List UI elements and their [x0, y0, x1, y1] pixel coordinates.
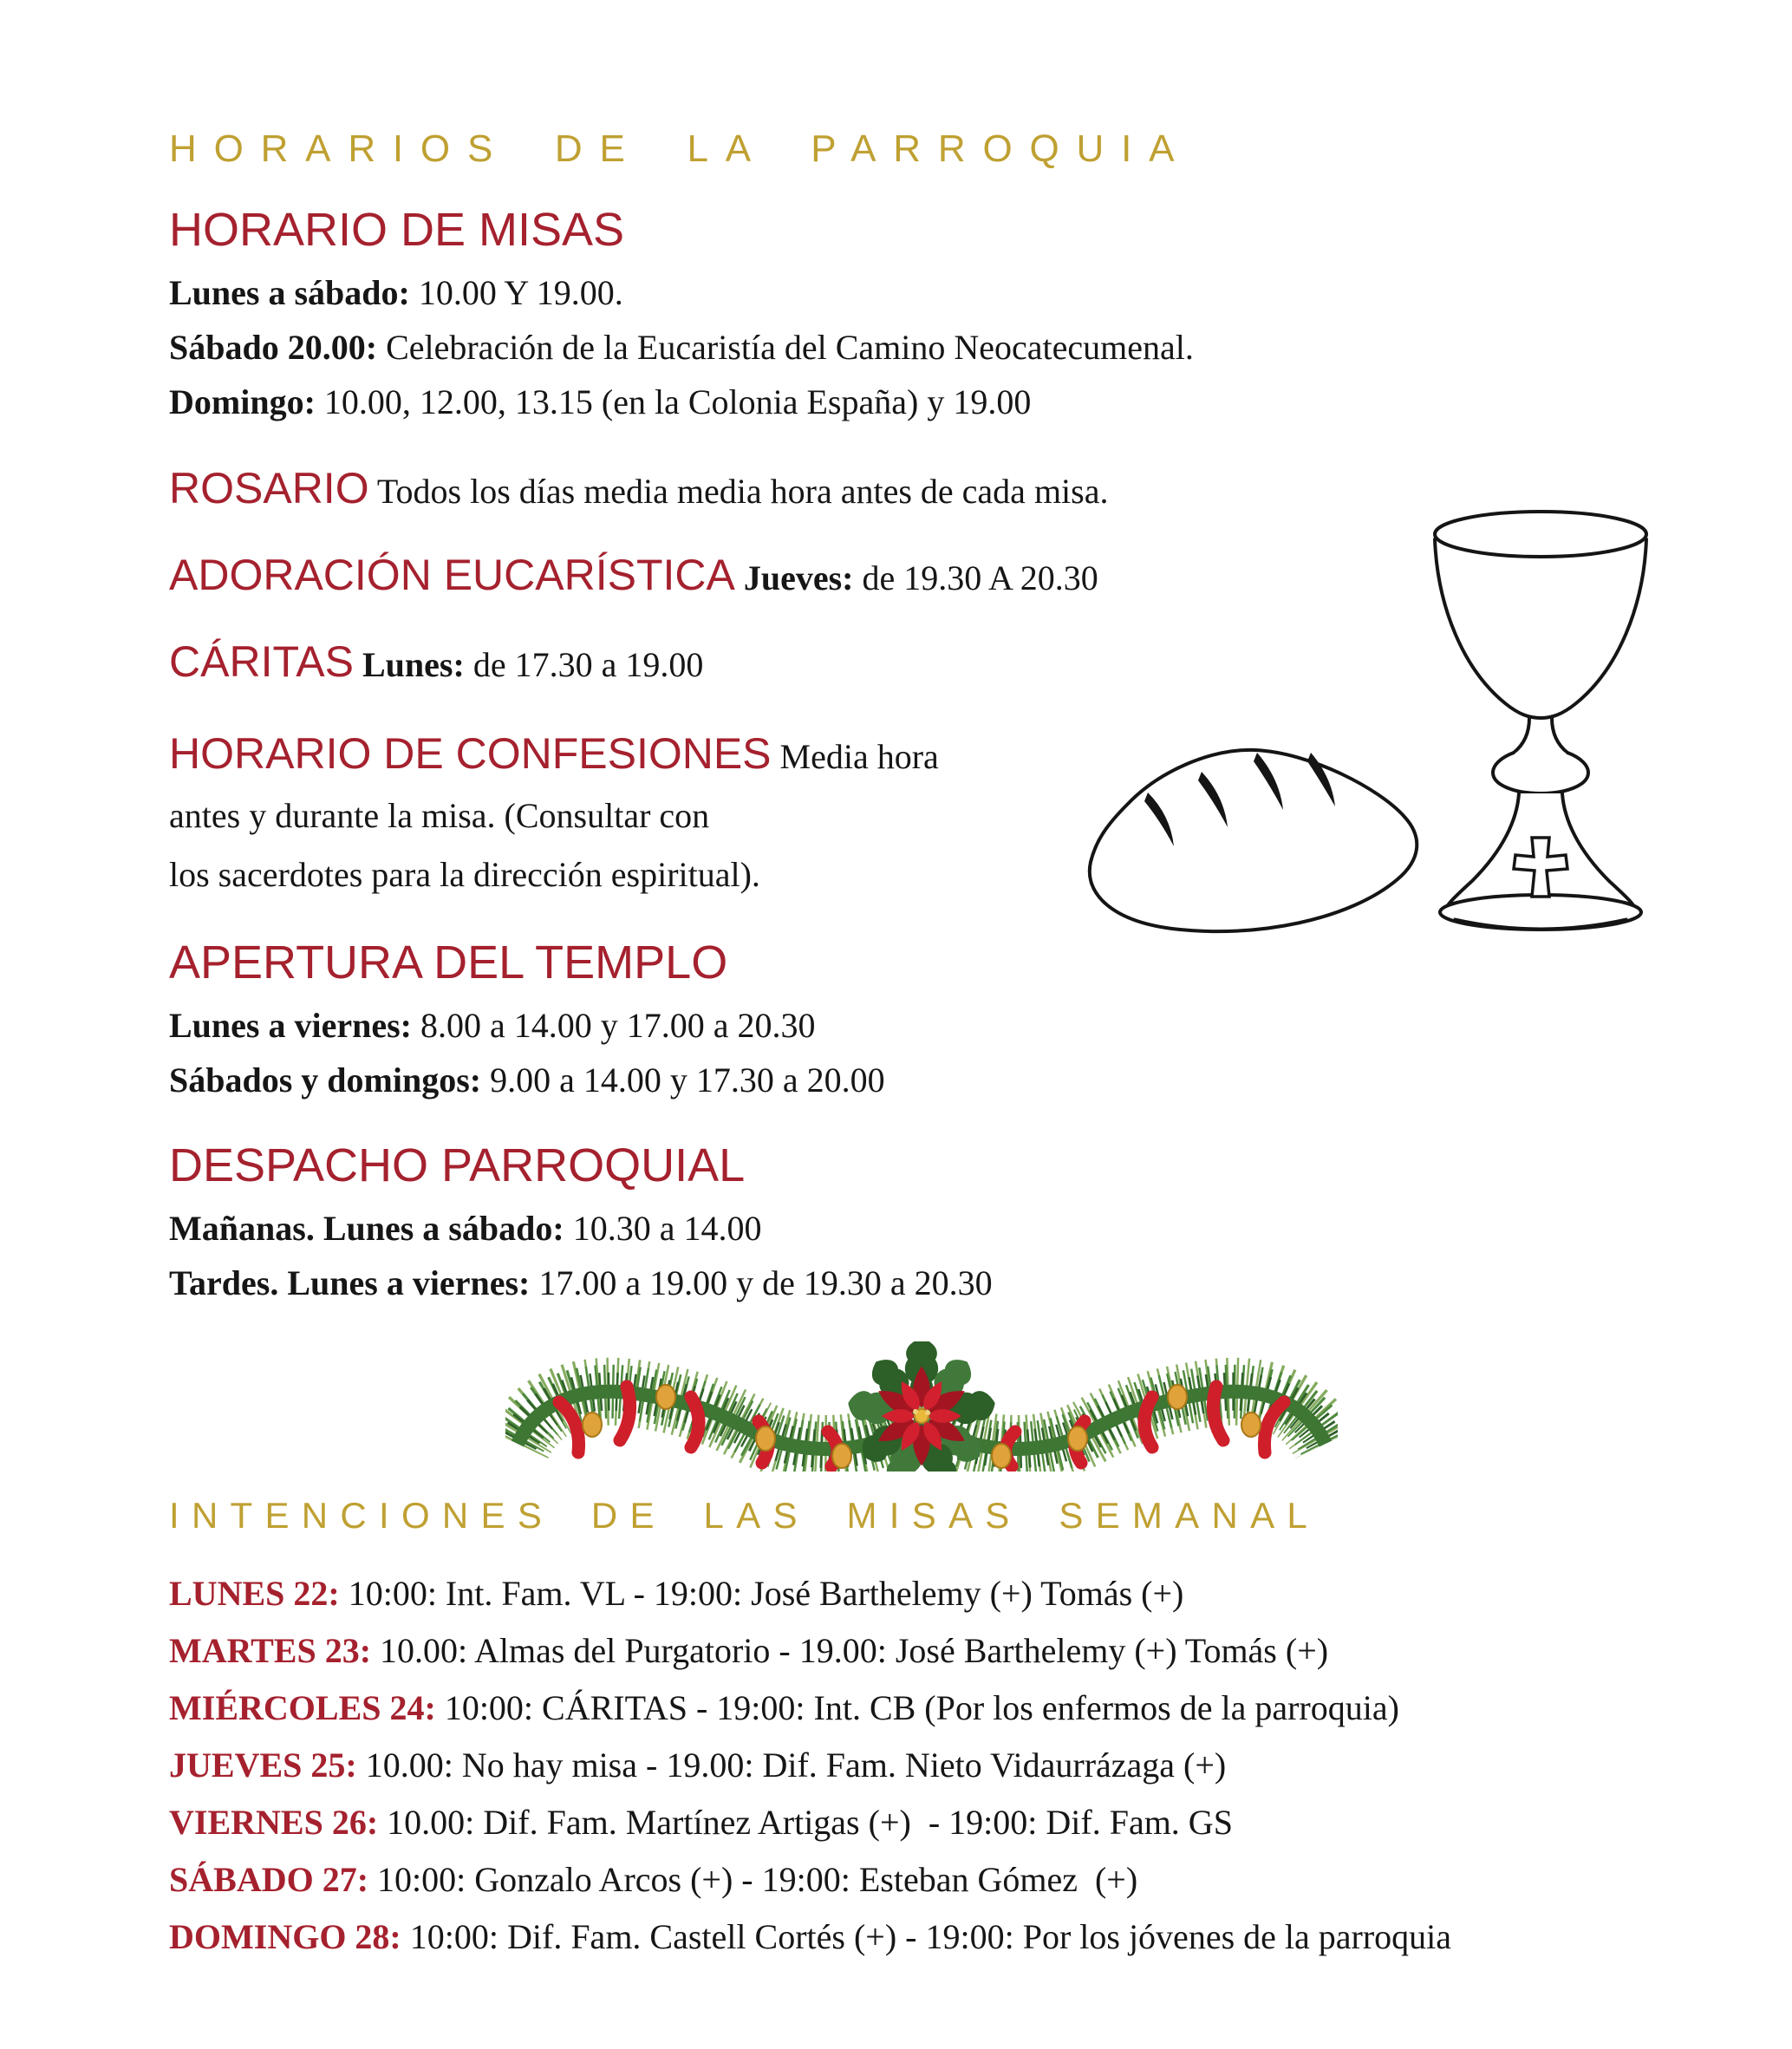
- bread-icon: [1090, 750, 1417, 931]
- misas-line: [169, 320, 1792, 375]
- intention-row: [169, 1680, 1792, 1737]
- intention-text: 10.00: Almas del Purgatorio - 19.00: José Barthelemy (+) Tomás (+): [371, 1631, 1329, 1670]
- page-title: HORARIOS DE LA PARROQUIA: [169, 127, 1192, 170]
- intentions-title: INTENCIONES DE LAS MISAS SEMANAL: [169, 1495, 1320, 1536]
- apertura-line-label: Lunes a viernes:: [169, 1006, 412, 1045]
- apertura-heading: APERTURA DEL TEMPLO: [169, 936, 728, 989]
- apertura-line: [169, 998, 1792, 1053]
- intention-row: [169, 1794, 1792, 1851]
- section-despacho: [169, 1139, 1792, 1310]
- adoracion-text: de 19.30 A 20.30: [853, 558, 1098, 597]
- adoracion-label: Jueves:: [734, 558, 854, 597]
- adoracion-heading: ADORACIÓN EUCARÍSTICA: [169, 551, 735, 599]
- apertura-line: [169, 1053, 1792, 1107]
- intention-day: VIERNES 26:: [169, 1803, 379, 1842]
- misas-line-text: 10.00 Y 19.00.: [409, 273, 623, 312]
- chalice-icon: [1435, 512, 1646, 930]
- confesiones-line: [169, 724, 1053, 786]
- misas-heading: HORARIO DE MISAS: [169, 204, 625, 256]
- chalice-and-bread-illustration: [1075, 493, 1682, 943]
- intention-day: LUNES 22:: [169, 1574, 340, 1613]
- confesiones-line: los sacerdotes para la dirección espiritual).: [169, 855, 760, 894]
- confesiones-text: Media hora: [771, 737, 939, 776]
- misas-line-text: 10.00, 12.00, 13.15 (en la Colonia España) y 19.00: [315, 382, 1032, 421]
- apertura-line-label: Sábados y domingos:: [169, 1060, 482, 1100]
- misas-line-label: Lunes a sábado:: [169, 273, 410, 312]
- misas-line-text: Celebración de la Eucaristía del Camino Neocatecumenal.: [377, 328, 1194, 367]
- intentions-list: [169, 1565, 1792, 1966]
- misas-line: [169, 265, 1792, 320]
- section-apertura: [169, 936, 1792, 1107]
- despacho-line-label: Tardes. Lunes a viernes:: [169, 1263, 531, 1302]
- intention-text: 10:00: Gonzalo Arcos (+) - 19:00: Esteban Gómez (+): [368, 1860, 1138, 1899]
- caritas-heading: CÁRITAS: [169, 637, 354, 686]
- rosario-heading: ROSARIO: [169, 464, 369, 512]
- christmas-garland-icon: [505, 1341, 1338, 1471]
- garland-svg: [505, 1341, 1338, 1471]
- intention-text: 10:00: CÁRITAS - 19:00: Int. CB (Por los enfermos de la parroquia): [435, 1688, 1399, 1727]
- apertura-line-text: 8.00 a 14.00 y 17.00 a 20.30: [412, 1006, 816, 1045]
- intention-text: 10.00: Dif. Fam. Martínez Artigas (+) - 19:00: Dif. Fam. GS: [378, 1803, 1233, 1842]
- despacho-line-text: 17.00 a 19.00 y de 19.30 a 20.30: [530, 1263, 993, 1302]
- section-horario-misas: [169, 206, 1792, 429]
- misas-line-label: Sábado 20.00:: [169, 328, 378, 367]
- despacho-heading: DESPACHO PARROQUIAL: [169, 1139, 746, 1191]
- chalice-bread-svg: [1075, 493, 1682, 943]
- intention-text: 10.00: No hay misa - 19.00: Dif. Fam. Nieto Vidaurrázaga (+): [356, 1746, 1227, 1785]
- intention-day: MARTES 23:: [169, 1631, 372, 1670]
- apertura-line-text: 9.00 a 14.00 y 17.30 a 20.00: [481, 1060, 885, 1100]
- despacho-line-label: Mañanas. Lunes a sábado:: [169, 1209, 564, 1248]
- rosario-text: Todos los días media media hora antes de cada misa.: [368, 472, 1109, 511]
- intention-row: [169, 1851, 1792, 1909]
- intention-day: MIÉRCOLES 24:: [169, 1688, 436, 1727]
- caritas-label: Lunes:: [354, 645, 465, 684]
- despacho-line: [169, 1201, 1792, 1256]
- despacho-line: [169, 1256, 1792, 1310]
- intention-row: [169, 1737, 1792, 1794]
- despacho-line-text: 10.30 a 14.00: [564, 1209, 762, 1248]
- poinsettia: [845, 1341, 998, 1471]
- misas-line: [169, 375, 1792, 429]
- intention-row: [169, 1565, 1792, 1622]
- intention-row: [169, 1909, 1792, 1966]
- intention-day: JUEVES 25:: [169, 1746, 357, 1785]
- misas-line-label: Domingo:: [169, 382, 316, 421]
- intention-day: DOMINGO 28:: [169, 1917, 401, 1956]
- intention-text: 10:00: Int. Fam. VL - 19:00: José Barthelemy (+) Tomás (+): [339, 1574, 1184, 1613]
- intention-row: [169, 1622, 1792, 1680]
- confesiones-heading: HORARIO DE CONFESIONES: [169, 729, 772, 778]
- intention-day: SÁBADO 27:: [169, 1860, 369, 1899]
- confesiones-line: antes y durante la misa. (Consultar con: [169, 796, 710, 835]
- intention-text: 10:00: Dif. Fam. Castell Cortés (+) - 19:00: Por los jóvenes de la parroquia: [401, 1917, 1452, 1956]
- caritas-text: de 17.30 a 19.00: [464, 645, 704, 684]
